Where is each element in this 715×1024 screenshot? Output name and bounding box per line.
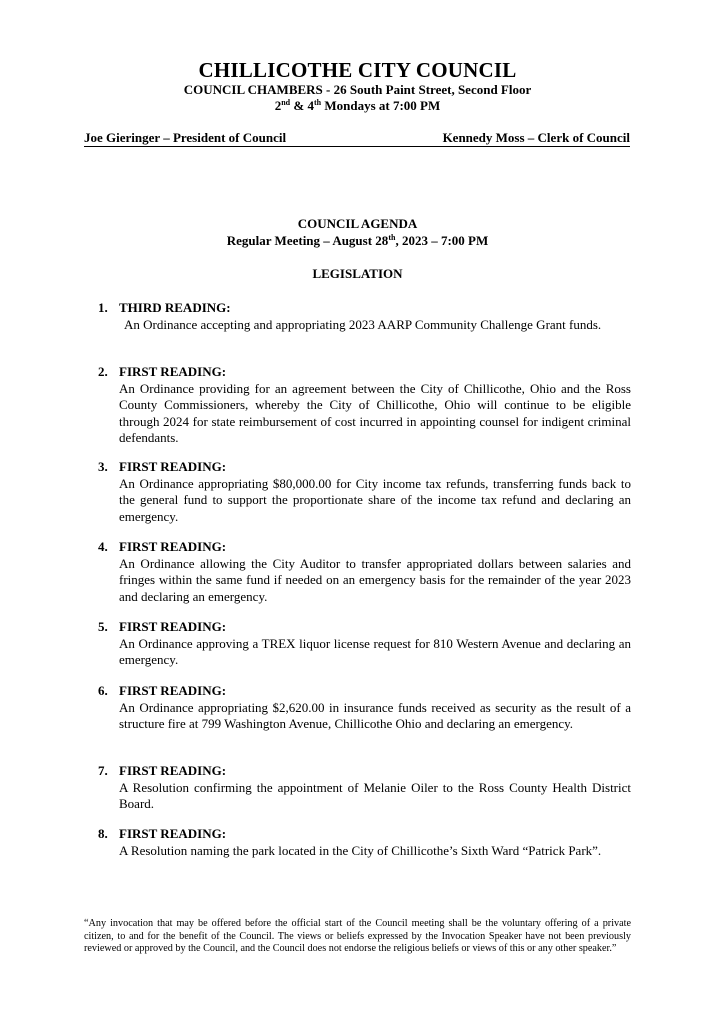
invocation-disclaimer: “Any invocation that may be offered before the official start of the Council meeting shall be the voluntary offering of a private citizen, to and for the benefit of the Council. The views or beliefs expressed by the Invocation Speaker have not been previously reviewed or approved by the Council, and the Council does not endorse the religious beliefs or views of this or any other speaker.” [84,918,631,955]
item-reading: FIRST READING: [119,459,227,474]
agenda-title: COUNCIL AGENDA [297,216,418,231]
meeting-date [0,233,715,249]
meeting-date-part: , 2023 – 7:00 PM [395,233,489,248]
legislation-item [98,763,631,813]
item-reading: FIRST READING: [119,539,227,554]
schedule-part: Mondays at 7:00 PM [321,98,441,113]
item-number: 2. [98,364,108,379]
item-number: 6. [98,683,108,698]
item-number: 4. [98,539,108,554]
clerk-title: Clerk of Council [537,130,630,145]
chambers-address: COUNCIL CHAMBERS - 26 South Paint Street, Second Floor [183,82,532,97]
legislation-item [98,683,631,733]
clerk-name: Kennedy Moss [442,130,525,145]
legislation-item [98,459,631,525]
item-text: An Ordinance appropriating $2,620.00 in insurance funds received as security as the result of a structure fire at 799 Washington Avenue, Chillicothe Ohio and declaring an emergency. [119,699,631,732]
president-of-council [84,131,286,145]
legislation-item [98,826,631,859]
legislation-item [98,364,631,447]
schedule-sup: nd [281,98,291,107]
legislation-item [98,539,631,605]
item-number: 3. [98,459,108,474]
schedule-part: & 4 [290,98,314,113]
schedule-sup: th [313,98,322,107]
president-separator: – [159,130,173,145]
item-reading: FIRST READING: [119,619,227,634]
item-text: An Ordinance approving a TREX liquor license request for 810 Western Avenue and declaring an emergency. [119,635,631,668]
item-number: 1. [98,300,108,315]
legislation-item [98,300,631,333]
legislation-item [98,619,631,669]
president-title: President of Council [172,130,287,145]
item-number: 5. [98,619,108,634]
president-name: Joe Gieringer [84,130,160,145]
item-text: A Resolution confirming the appointment of Melanie Oiler to the Ross County Health District Board. [119,779,631,812]
clerk-separator: – [524,130,538,145]
item-number: 7. [98,763,108,778]
item-reading: FIRST READING: [119,683,227,698]
item-text: An Ordinance appropriating $80,000.00 for City income tax refunds, transferring funds back to the general fund to support the proportionate share of the income tax refund and declaring an emergency. [119,475,631,524]
clerk-of-council [443,131,630,145]
council-title: CHILLICOTHE CITY COUNCIL [198,58,517,82]
item-text: A Resolution naming the park located in the City of Chillicothe’s Sixth Ward “Patrick Park”. [119,842,602,858]
item-reading: THIRD READING: [119,300,231,315]
schedule-part: 2 [274,98,282,113]
legislation-heading: LEGISLATION [312,266,403,281]
item-text: An Ordinance providing for an agreement between the City of Chillicothe, Ohio and the Ross County Commissioners, whereby the City of Chillicothe, Ohio will continue to be eligible through 2024 for state reimbursement of cost incurred in appointing counsel for indigent criminal defendants. [119,380,631,446]
item-number: 8. [98,826,108,841]
item-reading: FIRST READING: [119,826,227,841]
meeting-date-sup: th [388,233,396,242]
item-reading: FIRST READING: [119,364,227,379]
officers-line [84,131,630,147]
item-text: An Ordinance allowing the City Auditor to transfer appropriated dollars between salaries and fringes within the same fund if needed on an emergency basis for the remainder of the year 2023 and declaring an emergency. [119,555,631,604]
meeting-schedule [0,98,715,114]
item-reading: FIRST READING: [119,763,227,778]
meeting-date-part: Regular Meeting – August 28 [226,233,389,248]
item-text: An Ordinance accepting and appropriating 2023 AARP Community Challenge Grant funds. [124,316,602,332]
